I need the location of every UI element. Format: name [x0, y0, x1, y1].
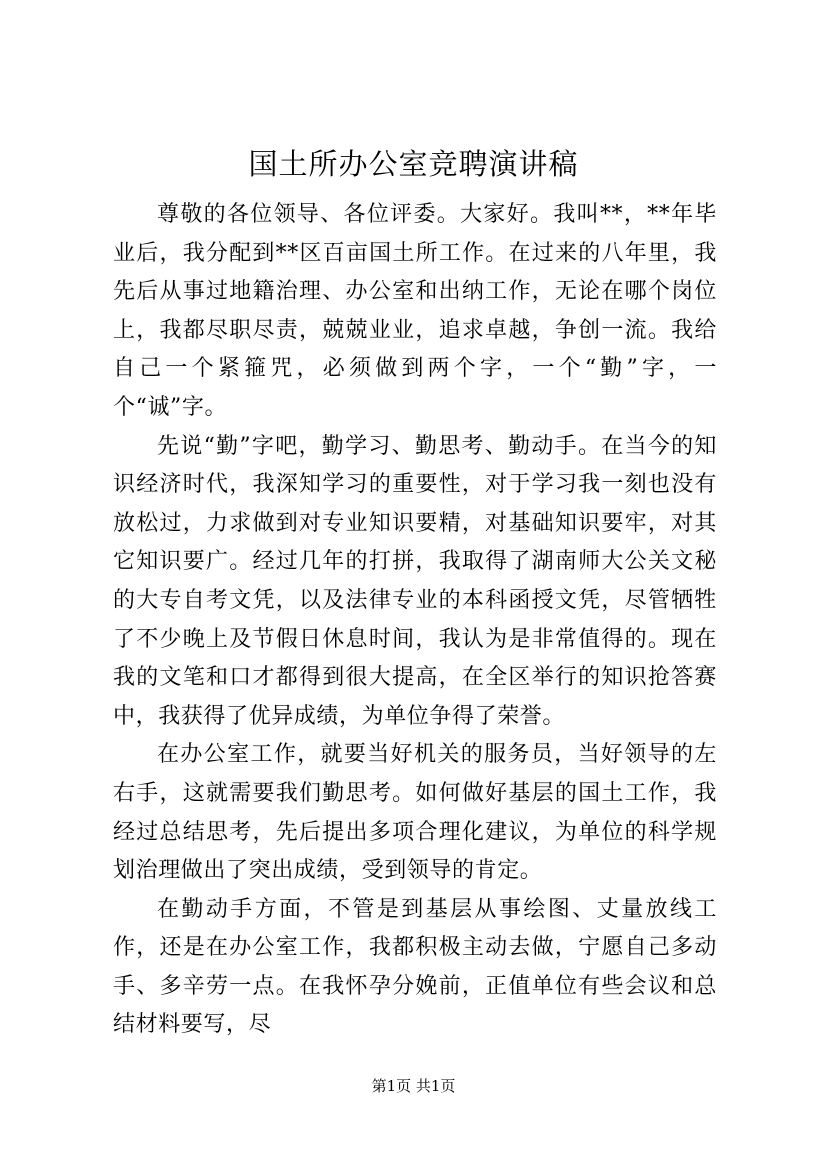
paragraph-3: 在办公室工作，就要当好机关的服务员，当好领导的左右手，这就需要我们勤思考。如何做好基层的国土工作，我经过总结思考，先后提出多项合理化建议，为单位的科学规划治理做出了突出成绩，受到领导的肯定。 — [113, 742, 717, 884]
page-footer: 第1页 共1页 — [371, 1077, 456, 1095]
document-title: 国土所办公室竞聘演讲稿 — [248, 147, 579, 181]
paragraph-4: 在勤动手方面，不管是到基层从事绘图、丈量放线工作，还是在办公室工作，我都积极主动去做，宁愿自己多动手、多辛劳一点。在我怀孕分娩前，正值单位有些会议和总结材料要写，尽 — [113, 896, 717, 1038]
document-body — [113, 196, 717, 1045]
paragraph-2: 先说“勤”字吧，勤学习、勤思考、勤动手。在当今的知识经济时代，我深知学习的重要性，对于学习我一刻也没有放松过，力求做到对专业知识要精，对基础知识要牢，对其它知识要广。经过几年的打拼，我取得了湖南师大公关文秘的大专自考文凭，以及法律专业的本科函授文凭，尽管牺牲了不少晚上及节假日休息时间，我认为是非常值得的。现在我的文笔和口才都得到很大提高，在全区举行的知识抢答赛中，我获得了优异成绩，为单位争得了荣誉。 — [113, 433, 717, 729]
paragraph-1: 尊敬的各位领导、各位评委。大家好。我叫**，**年毕业后，我分配到**区百亩国土所工作。在过来的八年里，我先后从事过地籍治理、办公室和出纳工作，无论在哪个岗位上，我都尽职尽责，兢兢业业，追求卓越，争创一流。我给自己一个紧箍咒，必须做到两个字，一个“勤”字，一个“诚”字。 — [113, 202, 717, 420]
